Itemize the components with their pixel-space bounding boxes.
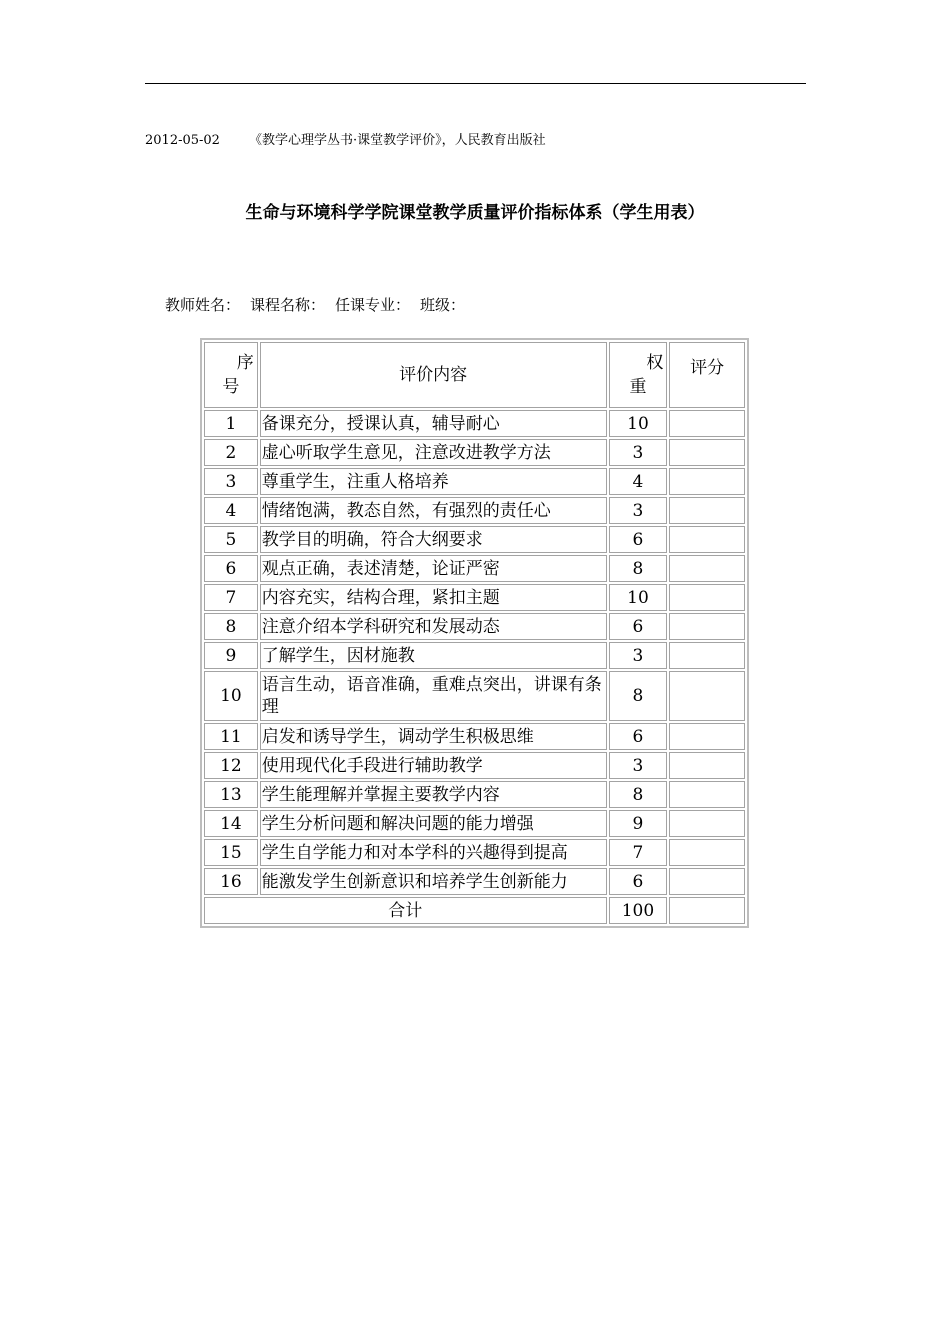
- row-content: 学生自学能力和对本学科的兴趣得到提高: [260, 839, 607, 866]
- row-weight: 8: [609, 781, 668, 808]
- row-weight: 7: [609, 839, 668, 866]
- class-label: 班级：: [420, 296, 466, 314]
- row-score-input[interactable]: [669, 555, 745, 582]
- table-row: [204, 410, 745, 437]
- table-row: [204, 839, 745, 866]
- row-no: 6: [204, 555, 258, 582]
- table-row: [204, 671, 745, 721]
- row-weight: 3: [609, 752, 668, 779]
- table-row: [204, 555, 745, 582]
- table-row: [204, 723, 745, 750]
- header-weight-line1: 权: [646, 353, 664, 373]
- row-content: 了解学生，因材施教: [260, 642, 607, 669]
- row-no: 15: [204, 839, 258, 866]
- table-row: [204, 642, 745, 669]
- table-row: [204, 868, 745, 895]
- row-no: 12: [204, 752, 258, 779]
- teacher-name-label: 教师姓名：: [165, 296, 241, 314]
- row-weight: 6: [609, 723, 668, 750]
- row-content: 教学目的明确，符合大纲要求: [260, 526, 607, 553]
- row-weight: 4: [609, 468, 668, 495]
- row-no: 3: [204, 468, 258, 495]
- header-content: 评价内容: [260, 342, 607, 408]
- row-score-input[interactable]: [669, 642, 745, 669]
- row-no: 2: [204, 439, 258, 466]
- row-no: 11: [204, 723, 258, 750]
- row-no: 5: [204, 526, 258, 553]
- row-content: 学生能理解并掌握主要教学内容: [260, 781, 607, 808]
- row-content: 注意介绍本学科研究和发展动态: [260, 613, 607, 640]
- row-weight: 9: [609, 810, 668, 837]
- row-content: 能激发学生创新意识和培养学生创新能力: [260, 868, 607, 895]
- row-score-input[interactable]: [669, 410, 745, 437]
- row-score-input[interactable]: [669, 810, 745, 837]
- header-weight: [609, 342, 668, 408]
- row-no: 14: [204, 810, 258, 837]
- total-weight: 100: [609, 897, 668, 924]
- header-weight-line2: 重: [629, 377, 647, 397]
- row-content: 使用现代化手段进行辅助教学: [260, 752, 607, 779]
- total-row: [204, 897, 745, 924]
- table-row: [204, 439, 745, 466]
- table-header-row: [204, 342, 745, 408]
- table-row: [204, 468, 745, 495]
- header-rule: [145, 83, 806, 84]
- table-row: [204, 781, 745, 808]
- row-score-input[interactable]: [669, 723, 745, 750]
- row-content: 语言生动，语音准确，重难点突出，讲课有条理: [260, 671, 607, 721]
- row-content: 启发和诱导学生，调动学生积极思维: [260, 723, 607, 750]
- source-citation: 《教学心理学丛书·课堂教学评价》，人民教育出版社: [249, 133, 546, 148]
- document-meta: [145, 129, 546, 148]
- row-no: 16: [204, 868, 258, 895]
- table-row: [204, 613, 745, 640]
- row-weight: 8: [609, 671, 668, 721]
- row-weight: 8: [609, 555, 668, 582]
- major-label: 任课专业：: [335, 296, 411, 314]
- row-score-input[interactable]: [669, 526, 745, 553]
- row-score-input[interactable]: [669, 839, 745, 866]
- table-row: [204, 526, 745, 553]
- total-label: 合计: [204, 897, 607, 924]
- table-row: [204, 497, 745, 524]
- row-weight: 3: [609, 497, 668, 524]
- row-score-input[interactable]: [669, 439, 745, 466]
- publish-date: 2012-05-02: [145, 133, 220, 148]
- row-no: 9: [204, 642, 258, 669]
- header-no: [204, 342, 258, 408]
- row-weight: 3: [609, 439, 668, 466]
- row-weight: 10: [609, 410, 668, 437]
- row-score-input[interactable]: [669, 613, 745, 640]
- row-score-input[interactable]: [669, 584, 745, 611]
- row-no: 8: [204, 613, 258, 640]
- row-score-input[interactable]: [669, 868, 745, 895]
- evaluation-table: [200, 338, 749, 928]
- row-score-input[interactable]: [669, 781, 745, 808]
- table-row: [204, 584, 745, 611]
- course-name-label: 课程名称：: [250, 296, 326, 314]
- row-content: 备课充分，授课认真，辅导耐心: [260, 410, 607, 437]
- header-score: 评分: [669, 342, 745, 408]
- header-no-line1: 序: [236, 353, 254, 373]
- row-no: 10: [204, 671, 258, 721]
- row-weight: 6: [609, 613, 668, 640]
- row-no: 4: [204, 497, 258, 524]
- row-content: 内容充实，结构合理，紧扣主题: [260, 584, 607, 611]
- row-content: 观点正确，表述清楚，论证严密: [260, 555, 607, 582]
- row-no: 7: [204, 584, 258, 611]
- row-score-input[interactable]: [669, 497, 745, 524]
- document-title: 生命与环境科学学院课堂教学质量评价指标体系（学生用表）: [245, 203, 705, 223]
- info-fields: [165, 294, 475, 315]
- row-score-input[interactable]: [669, 752, 745, 779]
- row-score-input[interactable]: [669, 671, 745, 721]
- header-no-line2: 号: [222, 377, 240, 397]
- row-no: 13: [204, 781, 258, 808]
- row-weight: 6: [609, 868, 668, 895]
- row-content: 学生分析问题和解决问题的能力增强: [260, 810, 607, 837]
- row-weight: 6: [609, 526, 668, 553]
- table-row: [204, 752, 745, 779]
- row-weight: 10: [609, 584, 668, 611]
- row-content: 情绪饱满，教态自然，有强烈的责任心: [260, 497, 607, 524]
- total-score-input[interactable]: [669, 897, 745, 924]
- row-content: 虚心听取学生意见，注意改进教学方法: [260, 439, 607, 466]
- row-no: 1: [204, 410, 258, 437]
- row-content: 尊重学生，注重人格培养: [260, 468, 607, 495]
- row-score-input[interactable]: [669, 468, 745, 495]
- row-weight: 3: [609, 642, 668, 669]
- table-row: [204, 810, 745, 837]
